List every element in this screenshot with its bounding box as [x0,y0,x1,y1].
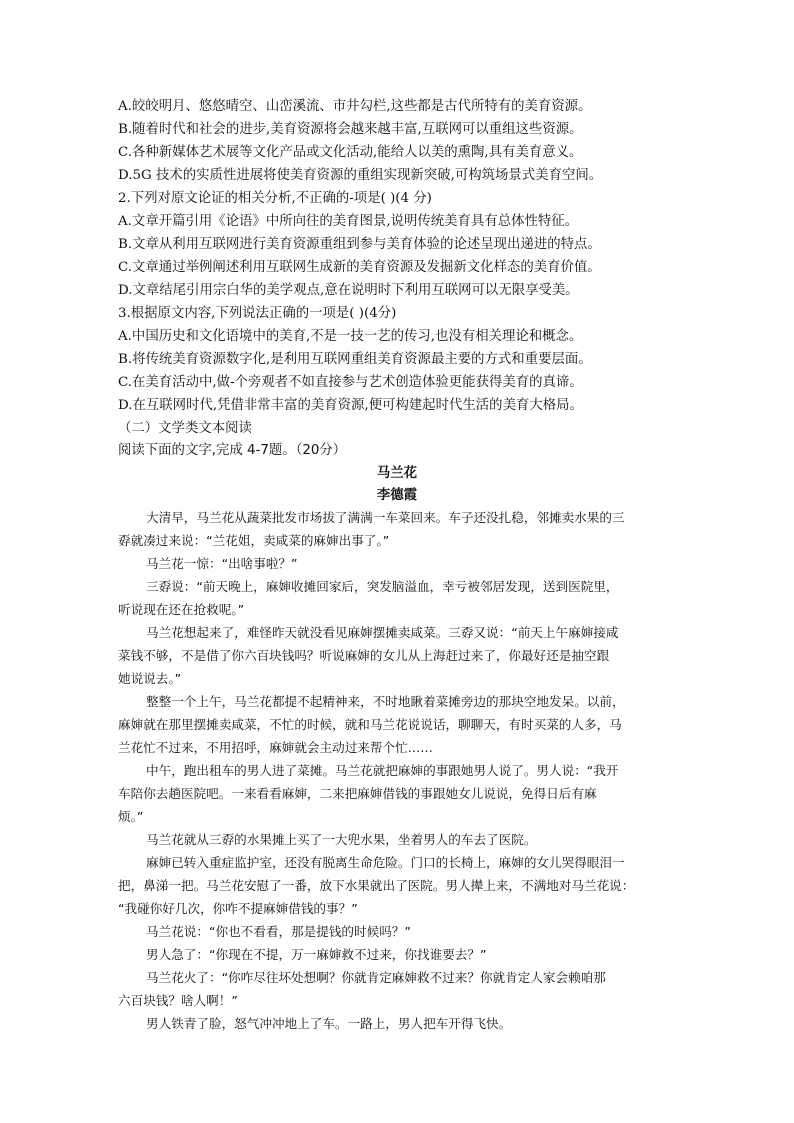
story-line: 中午，跑出租车的男人进了菜摊。马兰花就把麻婶的事跟她男人说了。男人说：“我开 [146,763,619,778]
story-line: 马兰花说：“你也不看看，那是提钱的时候吗？” [146,924,411,939]
story-line: 马兰花就从三孬的水果摊上买了一大兜水果，坐着男人的车去了医院。 [146,832,537,847]
story-line: “我碰你好几次，你咋不提麻婶借钱的事？” [118,901,358,916]
q1-option-d: D.5G 技术的实质性进展将使美育资源的重组实现新突破,可构筑场景式美育空间。 [118,168,603,183]
q2-option-a: A.文章开篇引用《论语》中所向往的美育图景,说明传统美育具有总体性特征。 [118,214,579,229]
story-line: 把，鼻涕一把。马兰花安慰了一番，放下水果就出了医院。男人撵上来，不满地对马兰花说： [118,878,635,893]
q3-option-c: C.在美育活动中,做-个旁观者不如直接参与艺术创造体验更能获得美育的真谛。 [118,375,583,390]
q2-option-d: D.文章结尾引用宗白华的美学观点,意在说明时下利用互联网可以无限享受美。 [118,283,579,298]
story-line: 三孬说：“前天晚上，麻婶收摊回家后，突发脑溢血，幸亏被邻居发现，送到医院里， [146,579,619,594]
story-line: 马兰花一惊：“出啥事啦？” [146,556,298,571]
story-author: 李德霞 [376,487,418,503]
story-line: 听说现在还在抢救呢。” [118,602,245,617]
story-line: 男人铁青了脸，怒气冲冲地上了车。一路上，男人把车开得飞快。 [146,1016,512,1031]
story-line: 孬就凑过来说：“兰花姐，卖咸菜的麻婶出事了。” [118,533,390,548]
story-line: 马兰花想起来了，难怪昨天就没看见麻婶摆摊卖咸菜。三孬又说：“前天上午麻婶接咸 [146,625,619,640]
story-line: 马兰花火了：“你咋尽往坏处想啊？你就肯定麻婶救不过来？你就肯定人家会赖咱那 [146,970,606,985]
story-line: 六百块钱？啥人啊！” [118,993,238,1008]
q3-option-d: D.在互联网时代,凭借非常丰富的美育资源,便可构建起时代生活的美育大格局。 [118,398,583,413]
q1-option-b: B.随着时代和社会的进步,美育资源将会越来越丰富,互联网可以重组这些资源。 [118,122,583,137]
story-line: 车陪你去趟医院吧。一来看看麻婶，二来把麻婶借钱的事跟她女儿说说，免得日后有麻 [118,786,597,801]
story-line: 兰花忙不过来，不用招呼，麻婶就会主动过来帮个忙…… [118,740,433,755]
reading-instruction: 阅读下面的文字,完成 4-7题。（20分） [118,443,347,458]
story-line: 菜钱不够，不是借了你六百块钱吗？听说麻婶的女儿从上海赶过来了，你最好还是抽空跟 [118,648,610,663]
section-heading: （二）文学类文本阅读 [118,421,252,436]
q2-option-b: B.文章从利用互联网进行美育资源重组到参与美育体验的论述呈现出递进的特点。 [118,237,601,252]
story-line: 大清早，马兰花从蔬菜批发市场拔了满满一车菜回来。车子还没扎稳，邻摊卖水果的三 [146,510,625,525]
story-line: 整整一个上午，马兰花都提不起精神来，不时地瞅着菜摊旁边的那块空地发呆。以前， [146,694,625,709]
q3-option-b: B.将传统美育资源数字化,是利用互联网重组美育资源最主要的方式和重要层面。 [118,352,592,367]
q3-option-a: A.中国历史和文化语境中的美育,不是一技一艺的传习,也没有相关理论和概念。 [118,329,583,344]
story-line: 麻婶就在那里摆摊卖咸菜，不忙的时候，就和马兰花说说话，聊聊天，有时买菜的人多，马 [118,717,622,732]
story-line: 她说说去。” [118,671,182,686]
q2-option-c: C.文章通过举例阐述利用互联网生成新的美育资源及发掘新文化样态的美育价值。 [118,260,601,275]
story-line: 麻婶已转入重症监护室，还没有脱离生命危险。门口的长椅上，麻婶的女儿哭得眼泪一 [146,855,625,870]
q1-option-a: A.皎皎明月、悠悠晴空、山峦溪流、市井勾栏,这些都是古代所特有的美育资源。 [118,99,592,114]
q2-stem: 2.下列对原文论证的相关分析,不正确的-项是( )(4 分) [118,191,432,206]
q1-option-c: C.各种新媒体艺术展等文化产品或文化活动,能给人以美的熏陶,具有美育意义。 [118,145,583,160]
story-title: 马兰花 [376,465,418,481]
story-line: 烦。” [118,809,144,824]
q3-stem: 3.根据原文内容,下列说法正确的一项是( )(4分) [118,306,397,321]
story-line: 男人急了：“你现在不提，万一麻婶救不过来，你找谁要去？” [146,947,487,962]
